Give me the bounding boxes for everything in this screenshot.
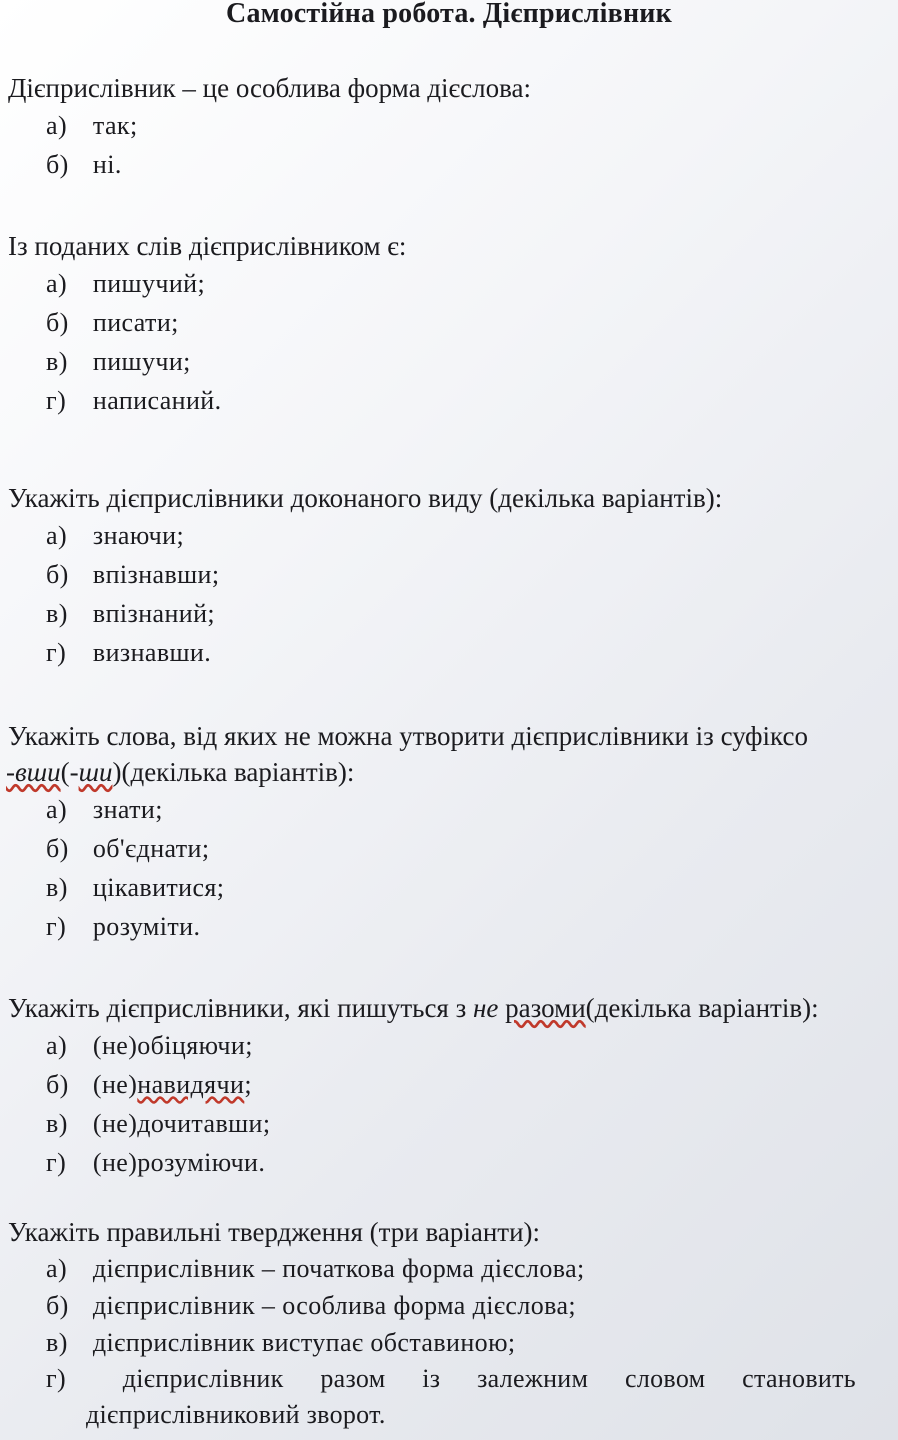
option-letter: б ) [46, 829, 86, 868]
question-2 [8, 228, 898, 420]
option-item [46, 594, 898, 633]
question-3 [8, 480, 898, 672]
option-list [8, 1250, 898, 1433]
option-letter: в ) [46, 1104, 86, 1143]
option-text: ні. [92, 150, 122, 179]
option-letter: а ) [46, 790, 86, 829]
option-item [46, 381, 898, 420]
option-text: так; [92, 111, 138, 140]
option-item [46, 145, 898, 184]
option-item [46, 1026, 898, 1065]
option-text: пишучий; [92, 269, 206, 298]
option-list [8, 790, 898, 946]
option-text: дієприслівник – особлива форма дієслова; [92, 1291, 577, 1320]
option-letter: а ) [46, 264, 86, 303]
question-text: Укажіть правильні твердження (три варіанти): [8, 1217, 541, 1247]
option-letter: г ) [46, 633, 86, 672]
option-text: дієприслівник виступає обставиною; [92, 1328, 516, 1357]
question-text: Укажіть дієприслівники доконаного виду (декілька варіантів): [8, 483, 723, 513]
option-letter: а ) [46, 106, 86, 145]
option-text: (не)дочитавши; [92, 1109, 271, 1138]
option-list [8, 264, 898, 420]
option-text: знати; [92, 795, 163, 824]
question-text-line2 [6, 754, 898, 790]
option-item [46, 264, 898, 303]
option-item [46, 1361, 898, 1433]
question-text-ne: не [473, 993, 499, 1023]
option-suffix: ; [244, 1070, 252, 1099]
option-word: дієприслівник [122, 1364, 284, 1393]
option-letter: в ) [46, 342, 86, 381]
option-letter: г [46, 1364, 57, 1393]
option-word: разом [320, 1364, 386, 1393]
option-letter: а ) [46, 1026, 86, 1065]
option-line-2: дієприслівниковий зворот. [86, 1400, 386, 1429]
question-text: Дієприслівник – це особлива форма дієслова: [8, 73, 531, 103]
option-letter: б ) [46, 1287, 86, 1324]
option-text: (не)розуміючи. [92, 1148, 266, 1177]
option-line-1 [46, 1361, 856, 1397]
option-item [46, 342, 898, 381]
option-text: (не)обіцяючи; [92, 1031, 253, 1060]
question-text-start: Укажіть дієприслівники, які пишуться з [8, 993, 474, 1023]
option-letter: г ) [46, 381, 86, 420]
option-text: впізнавши; [92, 560, 220, 589]
option-item [46, 1287, 898, 1324]
option-letter: в ) [46, 868, 86, 907]
option-item [46, 1143, 898, 1182]
option-word: становить [742, 1364, 856, 1393]
suffix-separator: (- [60, 757, 79, 787]
option-text: пишучи; [92, 347, 191, 376]
option-list [8, 516, 898, 672]
question-text: Із поданих слів дієприслівником є: [8, 231, 407, 261]
option-text: об'єднати; [92, 834, 210, 863]
question-text-rest: )(декілька варіантів): [112, 757, 355, 787]
option-text: писати; [92, 308, 179, 337]
option-text: впізнаний; [92, 599, 216, 628]
question-text-end: (декілька варіантів): [585, 993, 819, 1023]
option-list [8, 106, 898, 184]
option-letter: б ) [46, 555, 86, 594]
option-letter: б ) [46, 145, 86, 184]
option-item [46, 555, 898, 594]
suffix-vshy: -вши [6, 757, 61, 787]
option-item [46, 106, 898, 145]
option-letter: в ) [46, 594, 86, 633]
option-word: словом [625, 1364, 706, 1393]
option-text: дієприслівник – початкова форма дієслова; [92, 1254, 585, 1283]
option-letter: а ) [46, 516, 86, 555]
option-text: цікавитися; [92, 873, 225, 902]
page-title: Самостійна робота. Дієприслівник [226, 0, 672, 29]
option-word: залежним [477, 1364, 589, 1393]
option-text: розуміти. [92, 912, 201, 941]
question-5 [8, 990, 898, 1182]
option-letter: г ) [46, 1143, 86, 1182]
option-underlined-word: навидячи [137, 1070, 245, 1099]
question-4 [8, 718, 898, 946]
option-letter: б ) [46, 1065, 86, 1104]
suffix-shy: ши [78, 757, 113, 787]
option-text: визнавши. [92, 638, 212, 667]
question-1 [8, 70, 898, 184]
option-letter-wrap: г) [46, 1364, 66, 1393]
option-item [46, 303, 898, 342]
option-item [46, 829, 898, 868]
option-item [46, 1250, 898, 1287]
question-text-underlined: разоми [505, 993, 586, 1023]
option-letter: а ) [46, 1250, 86, 1287]
option-word: із [422, 1364, 441, 1393]
option-text: знаючи; [92, 521, 185, 550]
question-text: Укажіть слова, від яких не можна утворити дієприслівники із суфіксо [8, 721, 808, 751]
question-6 [8, 1214, 898, 1433]
option-letter: г ) [46, 907, 86, 946]
option-item [46, 790, 898, 829]
option-item [46, 516, 898, 555]
option-text: написаний. [92, 386, 222, 415]
option-item [46, 907, 898, 946]
question-text [8, 990, 898, 1026]
option-prefix: (не) [92, 1070, 138, 1099]
option-item [46, 1104, 898, 1143]
option-list [8, 1026, 898, 1182]
option-letter: в ) [46, 1324, 86, 1361]
option-item [46, 1324, 898, 1361]
option-item [46, 1065, 898, 1104]
option-letter: б ) [46, 303, 86, 342]
option-item [46, 633, 898, 672]
option-item [46, 868, 898, 907]
